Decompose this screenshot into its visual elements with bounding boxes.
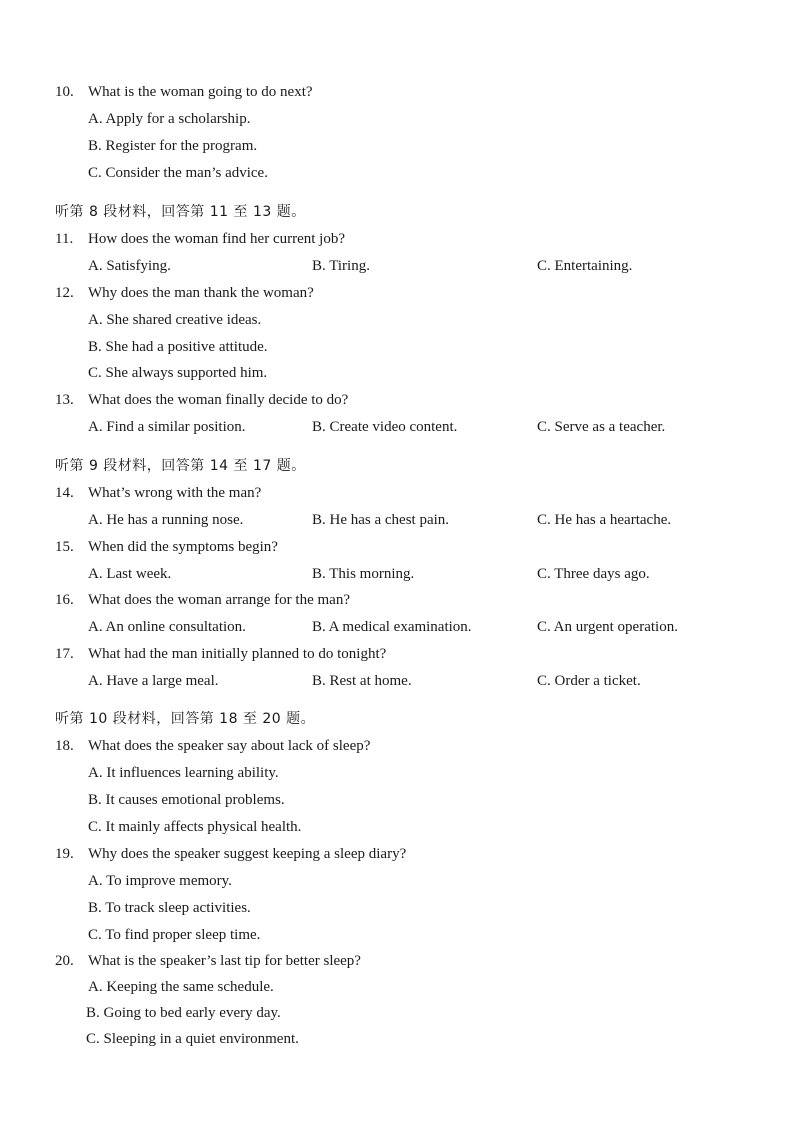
question-number: 17. (55, 646, 74, 662)
question-text: Why does the man thank the woman? (88, 285, 314, 301)
option-c: C. Sleeping in a quiet environment. (86, 1031, 299, 1047)
option-a: A. He has a running nose. (88, 512, 244, 528)
option-b: B. To track sleep activities. (88, 900, 251, 916)
option-b: B. She had a positive attitude. (88, 339, 268, 355)
option-b: B. This morning. (312, 566, 415, 582)
option-a: A. She shared creative ideas. (88, 312, 262, 328)
question-number: 18. (55, 738, 74, 754)
question-number: 10. (55, 84, 74, 100)
option-a: A. Last week. (88, 566, 172, 582)
question-12 (0, 283, 794, 303)
option-a: A. Find a similar position. (88, 419, 246, 435)
section-heading-8: 听第 8 段材料，回答第 11 至 13 题。 (55, 204, 306, 220)
question-text: Why does the speaker suggest keeping a sleep diary? (88, 846, 407, 862)
question-text: What does the speaker say about lack of sleep? (88, 738, 371, 754)
question-text: What’s wrong with the man? (88, 485, 262, 501)
question-number: 16. (55, 592, 74, 608)
question-number: 14. (55, 485, 74, 501)
question-14 (0, 483, 794, 503)
question-number: 12. (55, 285, 74, 301)
option-b: B. Create video content. (312, 419, 458, 435)
question-text: What does the woman finally decide to do? (88, 392, 349, 408)
question-number: 19. (55, 846, 74, 862)
question-11 (0, 229, 794, 249)
option-c: C. Order a ticket. (537, 673, 641, 689)
question-10 (0, 82, 794, 102)
question-text: When did the symptoms begin? (88, 539, 278, 555)
option-b: B. Rest at home. (312, 673, 412, 689)
question-16 (0, 590, 794, 610)
question-text: What had the man initially planned to do tonight? (88, 646, 387, 662)
question-text: How does the woman find her current job? (88, 231, 346, 247)
question-18 (0, 736, 794, 756)
option-a: A. Keeping the same schedule. (88, 979, 274, 995)
option-c: C. Three days ago. (537, 566, 650, 582)
option-a: A. Satisfying. (88, 258, 171, 274)
option-c: C. She always supported him. (88, 365, 268, 381)
question-number: 13. (55, 392, 74, 408)
option-c: C. Entertaining. (537, 258, 633, 274)
option-c: C. He has a heartache. (537, 512, 672, 528)
option-a: A. It influences learning ability. (88, 765, 279, 781)
option-c: C. To find proper sleep time. (88, 927, 261, 943)
question-15 (0, 537, 794, 557)
option-b: B. Going to bed early every day. (86, 1005, 281, 1021)
option-b: B. It causes emotional problems. (88, 792, 285, 808)
option-a: A. Apply for a scholarship. (88, 111, 251, 127)
question-19 (0, 844, 794, 864)
question-17 (0, 644, 794, 664)
question-20 (0, 951, 794, 971)
option-a: A. An online consultation. (88, 619, 246, 635)
section-heading-9: 听第 9 段材料，回答第 14 至 17 题。 (55, 458, 306, 474)
question-text: What does the woman arrange for the man? (88, 592, 350, 608)
question-13 (0, 390, 794, 410)
section-heading-10: 听第 10 段材料，回答第 18 至 20 题。 (55, 711, 316, 727)
option-a: A. To improve memory. (88, 873, 232, 889)
option-c: C. Serve as a teacher. (537, 419, 666, 435)
option-c: C. It mainly affects physical health. (88, 819, 302, 835)
question-number: 20. (55, 953, 74, 969)
question-text: What is the woman going to do next? (88, 84, 313, 100)
option-b: B. A medical examination. (312, 619, 472, 635)
option-b: B. Tiring. (312, 258, 370, 274)
option-b: B. Register for the program. (88, 138, 258, 154)
question-number: 11. (55, 231, 74, 247)
option-c: C. Consider the man’s advice. (88, 165, 268, 181)
option-a: A. Have a large meal. (88, 673, 219, 689)
option-c: C. An urgent operation. (537, 619, 678, 635)
question-text: What is the speaker’s last tip for better sleep? (88, 953, 361, 969)
option-b: B. He has a chest pain. (312, 512, 450, 528)
question-number: 15. (55, 539, 74, 555)
